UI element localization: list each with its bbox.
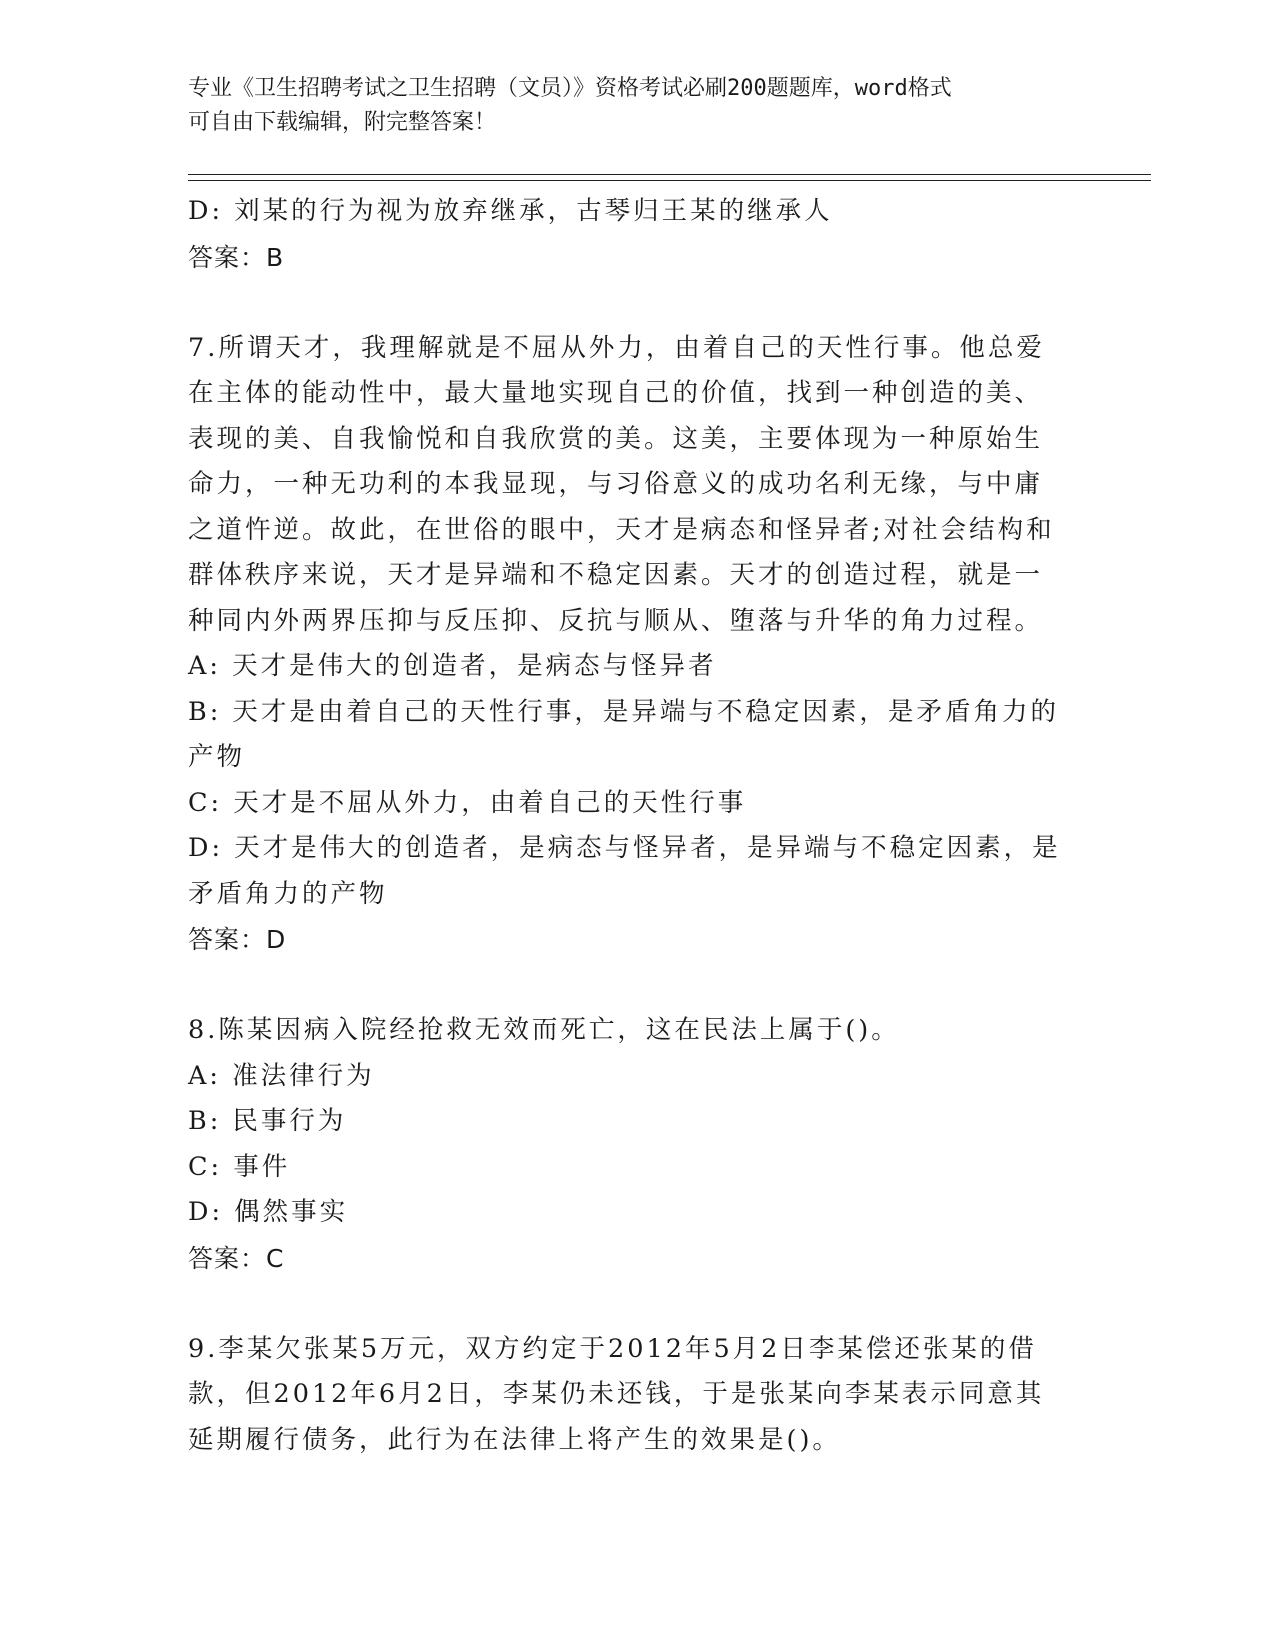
question-stem-line: 7.所谓天才，我理解就是不屈从外力，由着自己的天性行事。他总爱 <box>188 332 1045 363</box>
option-d: D: 偶然事实 <box>188 1197 349 1227</box>
question-stem-line: 款，但2012年6月2日，李某仍未还钱，于是张某向李某表示同意其 <box>188 1379 1045 1409</box>
question-stem-line: 9.李某欠张某5万元，双方约定于2012年5月2日李某偿还张某的借 <box>188 1333 1037 1364</box>
option-b: B: 天才是由着自己的天性行事，是异端与不稳定因素，是矛盾角力的 <box>188 696 1059 727</box>
question-stem-line: 命力，一种无功利的本我显现，与习俗意义的成功名利无缘，与中庸 <box>188 469 1044 499</box>
question-stem-line: 在主体的能动性中，最大量地实现自己的价值，找到一种创造的美、 <box>188 378 1044 408</box>
document-body <box>188 189 1068 1463</box>
question-stem-line: 种同内外两界压抑与反压抑、反抗与顺从、堕落与升华的角力过程。 <box>188 605 1044 636</box>
option-a: A: 准法律行为 <box>188 1060 375 1091</box>
option-a: A: 天才是伟大的创造者，是病态与怪异者 <box>188 651 717 681</box>
option-c: C: 天才是不屈从外力，由着自己的天性行事 <box>188 787 747 818</box>
header-subtitle-line: 可自由下载编辑，附完整答案！ <box>188 110 497 135</box>
option-c: C: 事件 <box>188 1151 291 1182</box>
question-9 <box>188 1327 1068 1464</box>
question-stem-line: 延期履行债务，此行为在法律上将产生的效果是()。 <box>188 1424 841 1455</box>
option-d-continued: 矛盾角力的产物 <box>188 878 388 909</box>
question-7 <box>188 326 1068 963</box>
question-stem-line: 群体秩序来说，天才是异端和不稳定因素。天才的创造过程，就是一 <box>188 560 1044 590</box>
header-divider-thin <box>188 174 1151 175</box>
answer-label: 答案：C <box>188 1243 285 1273</box>
answer-label: 答案：D <box>188 925 287 954</box>
question-stem-line: 之道忤逆。故此，在世俗的眼中，天才是病态和怪异者;对社会结构和 <box>188 514 1055 545</box>
header-divider-thick <box>188 180 1151 181</box>
question-8 <box>188 1008 1068 1281</box>
option-b: B: 民事行为 <box>188 1106 347 1136</box>
question-stem-line: 表现的美、自我愉悦和自我欣赏的美。这美，主要体现为一种原始生 <box>188 423 1044 454</box>
option-b-continued: 产物 <box>188 742 246 772</box>
document-header <box>188 72 1068 140</box>
question-stem-line: 8.陈某因病入院经抢救无效而死亡，这在民法上属于()。 <box>188 1015 900 1045</box>
header-title-line: 专业《卫生招聘考试之卫生招聘（文员）》资格考试必刷200题题库，word格式 <box>188 76 952 101</box>
answer-label: 答案：B <box>188 242 285 272</box>
option-d: D: 天才是伟大的创造者，是病态与怪异者，是异端与不稳定因素，是 <box>188 833 1061 863</box>
spacer <box>188 280 1068 326</box>
option-d: D: 刘某的行为视为放弃继承，古琴归王某的继承人 <box>188 196 833 226</box>
spacer <box>188 1281 1068 1327</box>
spacer <box>188 963 1068 1009</box>
